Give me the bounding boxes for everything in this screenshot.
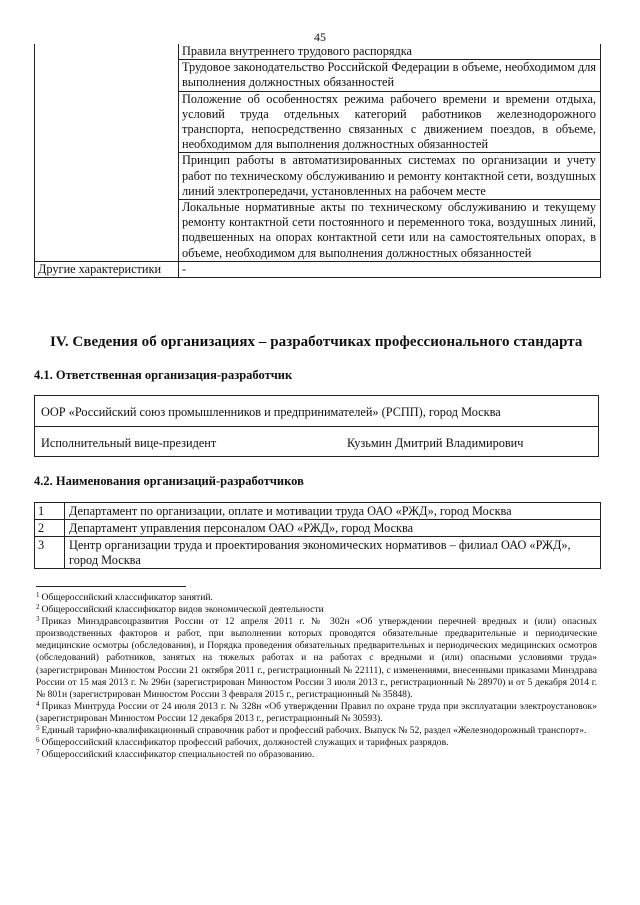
- row-number: 3: [35, 537, 65, 569]
- divider: [35, 426, 598, 427]
- footnote-text: Общероссийский классификатор профессий рабочих, должностей служащих и тарифных разрядов.: [41, 737, 449, 749]
- footnotes: [36, 592, 597, 761]
- organization-name: Центр организации труда и проектирования экономических нормативов – филиал ОАО «РЖД», город Москва: [65, 537, 601, 569]
- footnote-text: Общероссийский классификатор занятий.: [41, 592, 213, 603]
- footnote-mark: 1: [36, 591, 40, 599]
- row-number: 1: [35, 503, 65, 520]
- footnote-mark: 7: [36, 748, 40, 757]
- requirement-item: Правила внутреннего трудового распорядка: [179, 44, 601, 60]
- footnote: [36, 725, 597, 737]
- subsection-title-responsible-org: 4.1. Ответственная организация-разработчик: [34, 368, 293, 382]
- requirement-item: Трудовое законодательство Российской Федерации в объеме, необходимом для выполнения должностных обязанностей: [179, 60, 601, 91]
- footnote: [36, 701, 597, 725]
- organization-name: ООР «Российский союз промышленников и предпринимателей» (РСПП), город Москва: [41, 405, 501, 419]
- footnote-mark: 3: [36, 615, 40, 624]
- signatory-name: Кузьмин Дмитрий Владимирович: [347, 436, 524, 450]
- footnote-mark: 4: [36, 699, 40, 708]
- footnote-text: Единый тарифно-квалификационный справочник работ и профессий рабочих. Выпуск № 52, раздел «Железнодорожный транспорт».: [41, 725, 587, 737]
- requirement-item: Локальные нормативные акты по техническому обслуживанию и текущему ремонту контактной сети постоянного и переменного тока, воздушных линий, подвешенных на опорах контактной сети или на самостоятельных опорах, в объеме, необходимом для выполнения должностных обязанностей: [179, 200, 601, 262]
- requirement-item: Положение об особенностях режима рабочего времени и времени отдыха, условий труда отдельных категорий работников железнодорожного транспорта, непосредственно связанных с движением поездов, в объеме, необходимом для выполнения должностных обязанностей: [179, 91, 601, 153]
- footnote: [36, 592, 597, 604]
- page-number: 45: [314, 30, 326, 44]
- requirements-table: [34, 44, 601, 278]
- footnote: [36, 737, 597, 749]
- section-title: IV. Сведения об организациях – разработчиках профессионального стандарта: [50, 334, 583, 350]
- table-row: [35, 44, 601, 60]
- responsible-organization-box: [34, 395, 599, 457]
- footnote-mark: 5: [36, 724, 40, 733]
- signatory-position: Исполнительный вице-президент: [41, 436, 217, 450]
- subsection-title-developers: 4.2. Наименования организаций-разработчиков: [34, 474, 304, 488]
- footnote-text: Общероссийский классификатор специальностей по образованию.: [41, 749, 315, 761]
- developer-organizations-table: [34, 502, 601, 569]
- requirement-item: -: [179, 261, 601, 277]
- table-row: [35, 537, 601, 569]
- footnote: [36, 604, 597, 616]
- table-row: [35, 520, 601, 537]
- organization-name: Департамент по организации, оплате и мотивации труда ОАО «РЖД», город Москва: [65, 503, 601, 520]
- requirement-item: Принцип работы в автоматизированных системах по организации и учету работ по техническому обслуживанию и ремонту контактной сети, воздушных линий электропередачи, установленных на рабочем месте: [179, 153, 601, 200]
- row-label-other-characteristics: Другие характеристики: [35, 261, 179, 277]
- row-label: [35, 44, 179, 261]
- table-row: [35, 261, 601, 277]
- organization-name: Департамент управления персоналом ОАО «РЖД», город Москва: [65, 520, 601, 537]
- footnote: [36, 749, 597, 761]
- footnote-separator: [36, 586, 186, 587]
- footnote-mark: 2: [36, 603, 40, 612]
- footnote-text: Приказ Минздравсоцразвития России от 12 апреля 2011 г. № 302н «Об утверждении перечней вредных и (или) опасных производственных факторов и работ, при выполнении которых проводятся обязательные предварительные и периодические медицинские осмотры (обследования), и Порядка проведения обязательных предварительных и периодических медицинских осмотров (обследований) работников, занятых на тяжелых работах и на работах с вредными и (или) опасными условиями труда» (зарегистрирован Минюстом России 21 октября 2011 г., регистрационный № 22111), с изменениями, внесенными приказами Минздрава России от 15 мая 2013 г. № 296н (зарегистрирован Минюстом России 3 июля 2013 г., регистрационный № 28970) и от 5 декабря 2014 г. № 801н (зарегистрирован Минюстом России 3 февраля 2015 г., регистрационный № 35848).: [36, 616, 597, 700]
- row-number: 2: [35, 520, 65, 537]
- footnote: [36, 616, 597, 701]
- footnote-mark: 6: [36, 736, 40, 745]
- footnote-text: Приказ Минтруда России от 24 июля 2013 г. № 328н «Об утверждении Правил по охране труда при эксплуатации электроустановок» (зарегистрирован Минюстом России 12 декабря 2013 г., регистрационный № 30593).: [36, 700, 597, 724]
- table-row: [35, 503, 601, 520]
- footnote-text: Общероссийский классификатор видов экономической деятельности: [41, 604, 324, 616]
